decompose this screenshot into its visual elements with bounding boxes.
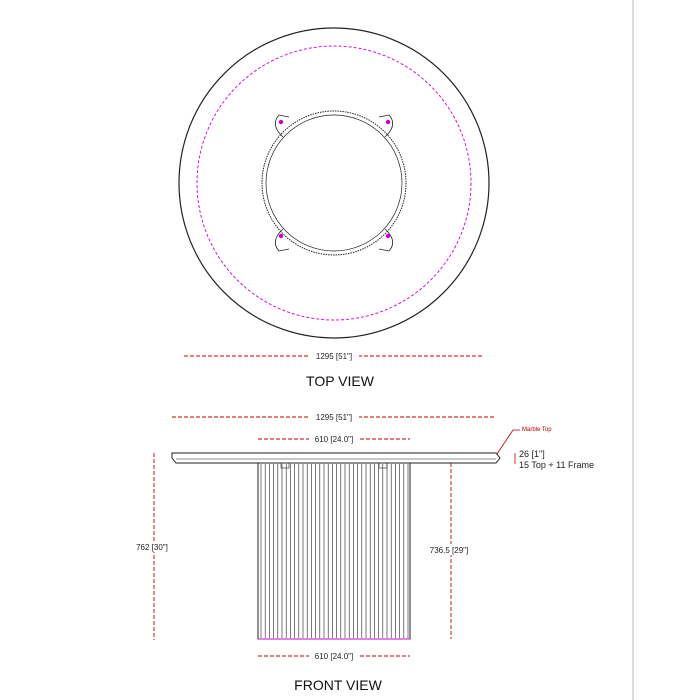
top-view-title: TOP VIEW [306,373,374,389]
mounting-brackets [275,115,392,251]
base-top-width-dimension [258,434,410,444]
front-view [127,412,594,693]
pedestal-outer-ring [262,111,406,255]
base-bottom-width-label: 610 [24.0"] [314,652,354,661]
top-width-label: 1295 [51"] [315,352,353,361]
bracket-hole [386,234,390,238]
front-width-dimension [172,412,496,422]
top-thickness-note [515,449,594,470]
top-thickness-label: 26 [1"] [519,449,545,459]
table-top-outline [179,28,489,338]
top-width-dimension [184,351,484,361]
top-composition-label: 15 Top + 11 Frame [519,460,594,470]
pedestal-inner-ring [266,115,402,251]
bracket-hole [279,234,283,238]
front-view-title: FRONT VIEW [294,677,382,693]
bracket-hole [279,120,283,124]
pedestal-flutes [261,464,408,638]
marble-top-slab [172,453,500,463]
base-top-width-label: 610 [24.0"] [314,435,354,444]
base-height-label: 736.5 [29"] [429,546,469,555]
marble-top-label: Marble Top [522,427,552,433]
front-width-label: 1295 [51"] [315,413,353,422]
base-height-dimension [425,463,475,639]
total-height-label: 762 [30"] [136,543,168,552]
bracket-hole [386,120,390,124]
top-view [179,28,489,389]
base-bottom-width-dimension [258,651,410,661]
callout-leader [497,430,513,454]
frame-hidden-line [197,46,471,320]
total-height-dimension [127,453,177,640]
